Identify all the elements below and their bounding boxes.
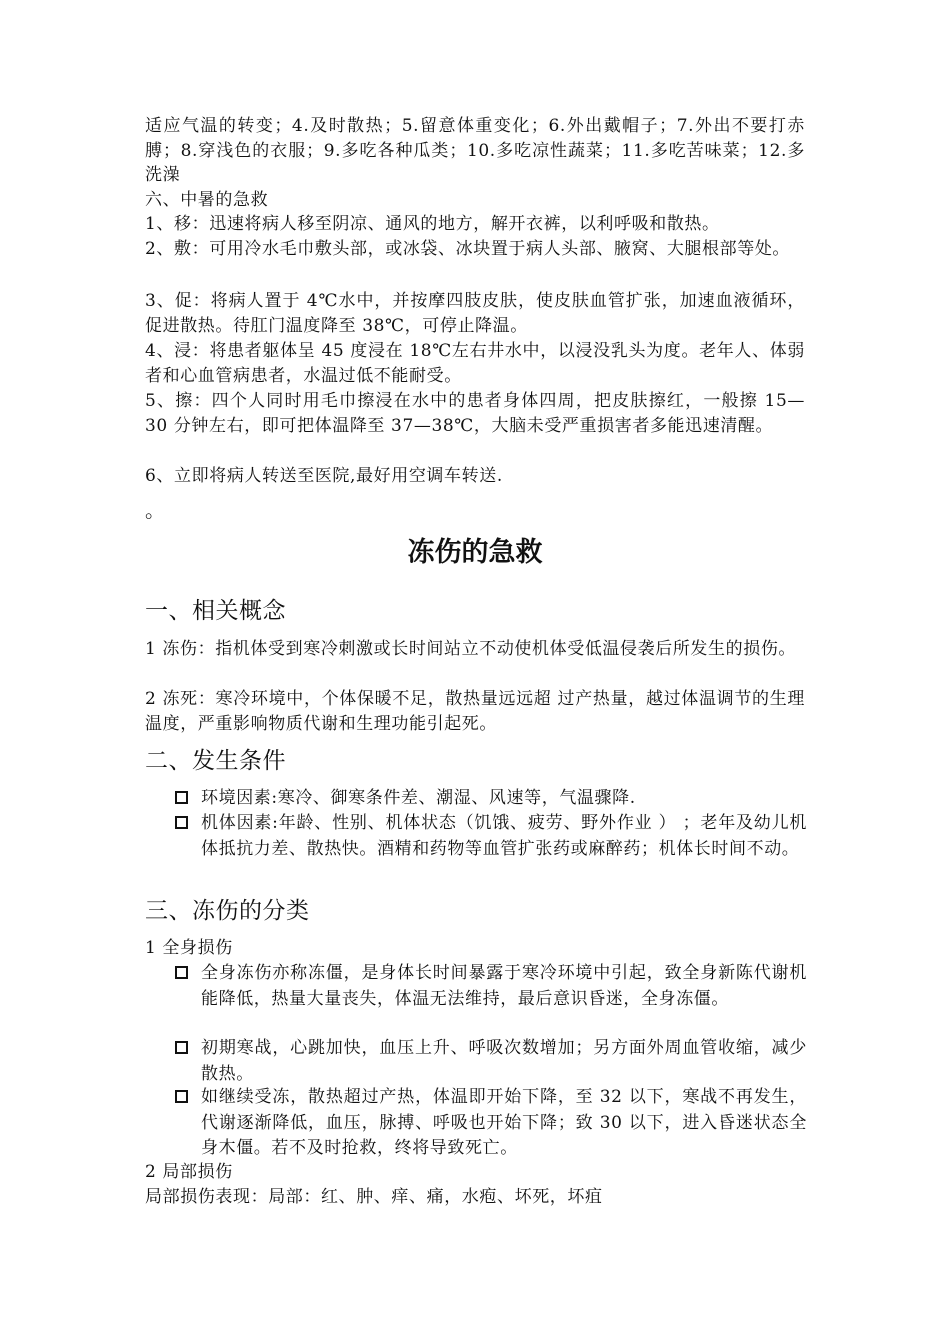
stray-mark: 。 [145,498,165,522]
section-heading: 二、发生条件 [145,748,286,774]
checkbox-bullet-icon [175,1090,188,1103]
section-heading: 三、冻伤的分类 [145,898,310,924]
bullet-item [175,1085,807,1162]
bullet-text: 机体因素:年龄、性别、机体状态（饥饿、疲劳、野外作业 ） ；老年及幼儿机体抵抗力差、散热快。酒精和药物等血管扩张药或麻醉药；机体长时间不动。 [201,813,807,859]
list-item: 4、浸：将患者躯体呈 45 度浸在 18℃左右井水中，以浸没乳头为度。老年人、体弱者和心血管病患者，水温过低不能耐受。 [145,341,805,386]
paragraph: 局部损伤表现：局部：红、肿、痒、痛，水疱、坏死，坏疽 [145,1187,603,1207]
list-item: 5、擦：四个人同时用毛巾擦浸在水中的患者身体四周，把皮肤擦红，一般擦 15—30 分钟左右，即可把体温降至 37—38℃，大脑未受严重损害者多能迅速清醒。 [145,391,805,436]
list-item: 3、促：将病人置于 4℃水中，并按摩四肢皮肤，使皮肤血管扩张，加速血液循环，促进散热。待肛门温度降至 38℃，可停止降温。 [145,291,805,336]
checkbox-bullet-icon [175,791,188,804]
subheading: 2 局部损伤 [145,1162,233,1182]
bullet-text: 如继续受冻，散热超过产热，体温即开始下降，至 32 以下，寒战不再发生，代谢逐渐降低，血压，脉搏、呼吸也开始下降；致 30 以下，进入昏迷状态全身木僵。若不及时抢救，终将导致死亡。 [201,1087,807,1158]
bullet-text: 环境因素:寒冷、御寒条件差、潮湿、风速等，气温骤降. [201,788,636,808]
list-item: 2、敷：可用冷水毛巾敷头部，或冰袋、冰块置于病人头部、腋窝、大腿根部等处。 [145,239,791,259]
subheading: 1 全身损伤 [145,938,233,958]
bullet-item [175,811,807,862]
bullet-item [175,961,807,1012]
paragraph-heatstroke-prevention: 适应气温的转变；4.及时散热；5.留意体重变化；6.外出戴帽子；7.外出不要打赤膊；8.穿浅色的衣服；9.多吃各种瓜类；10.多吃凉性蔬菜；11.多吃苦味菜；12.多洗澡 [145,116,805,185]
page-title: 冻伤的急救 [407,537,543,568]
section-heading: 一、相关概念 [145,598,286,624]
list-item: 6、立即将病人转送至医院,最好用空调车转送. [145,466,503,486]
checkbox-bullet-icon [175,1041,188,1054]
paragraph: 1 冻伤：指机体受到寒冷刺激或长时间站立不动使机体受低温侵袭后所发生的损伤。 [145,639,797,659]
list-item: 1、移：迅速将病人移至阴凉、通风的地方，解开衣裤，以利呼吸和散热。 [145,214,720,234]
bullet-item [175,1036,807,1087]
bullet-item [175,786,807,812]
paragraph: 2 冻死：寒冷环境中，个体保暖不足，散热量远远超 过产热量，越过体温调节的生理温度，严重影响物质代谢和生理功能引起死。 [145,689,805,734]
bullet-text: 初期寒战，心跳加快，血压上升、呼吸次数增加；另方面外周血管收缩，减少散热。 [201,1038,807,1084]
checkbox-bullet-icon [175,816,188,829]
heading-heatstroke-first-aid: 六、中暑的急救 [145,190,269,210]
checkbox-bullet-icon [175,966,188,979]
bullet-text: 全身冻伤亦称冻僵，是身体长时间暴露于寒冷环境中引起，致全身新陈代谢机能降低，热量大量丧失，体温无法维持，最后意识昏迷，全身冻僵。 [201,963,807,1009]
